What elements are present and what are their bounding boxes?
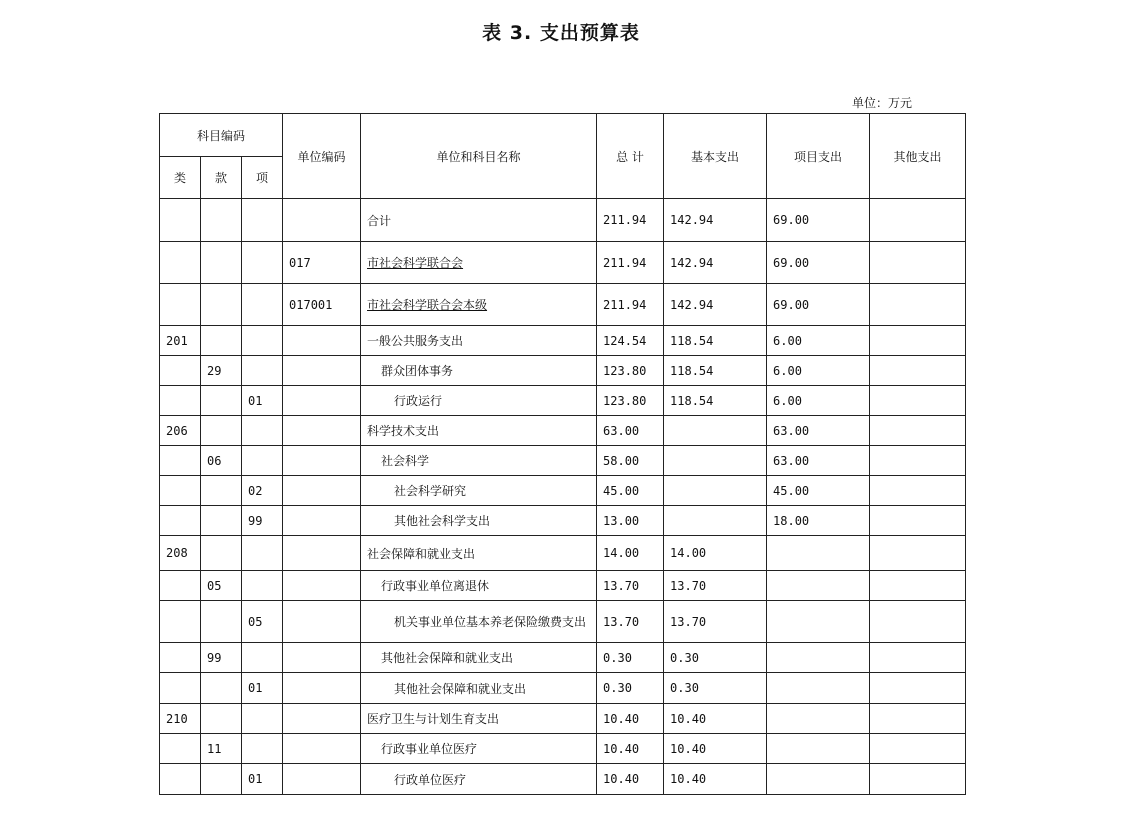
cell-project: [767, 326, 870, 356]
cell-project-text: 69.00: [773, 213, 810, 227]
cell-kuan: [201, 506, 242, 536]
cell-name: [361, 446, 597, 476]
cell-lei: [160, 284, 201, 326]
cell-project: [767, 764, 870, 795]
cell-project-text: 69.00: [773, 297, 810, 312]
cell-lei: [160, 571, 201, 601]
cell-other: [870, 734, 966, 764]
cell-unit-code: [283, 536, 361, 571]
cell-xiang-text: 05: [248, 614, 263, 629]
cell-name: [361, 476, 597, 506]
cell-unit-code: [283, 356, 361, 386]
cell-name-text: 行政事业单位医疗: [381, 742, 478, 756]
cell-basic-text: 142.94: [670, 213, 714, 227]
cell-total-text: 14.00: [603, 546, 640, 560]
cell-name: [361, 284, 597, 326]
cell-project-text: 18.00: [773, 513, 810, 528]
cell-total: [597, 734, 664, 764]
cell-kuan: [201, 536, 242, 571]
cell-lei: [160, 536, 201, 571]
cell-name-text: 行政事业单位离退休: [381, 579, 490, 593]
cell-total-text: 13.00: [603, 513, 640, 528]
cell-total-text: 124.54: [603, 333, 647, 348]
cell-basic: [664, 446, 767, 476]
unit-label: 单位：万元: [852, 96, 913, 110]
cell-basic-text: 118.54: [670, 363, 714, 378]
cell-project-text: 45.00: [773, 483, 810, 498]
cell-unit-code: [283, 199, 361, 242]
cell-name-text: 一般公共服务支出: [367, 334, 464, 348]
cell-kuan-text: 99: [207, 650, 222, 665]
cell-basic-text: 10.40: [670, 741, 707, 756]
cell-basic-text: 142.94: [670, 297, 714, 312]
cell-unit-code: [283, 326, 361, 356]
cell-total: [597, 446, 664, 476]
cell-xiang: [242, 284, 283, 326]
cell-kuan-text: 06: [207, 453, 222, 468]
cell-name: [361, 326, 597, 356]
cell-lei-text: 206: [166, 423, 188, 438]
cell-xiang: [242, 536, 283, 571]
cell-name: [361, 764, 597, 795]
cell-project: [767, 571, 870, 601]
cell-lei: [160, 601, 201, 643]
cell-project: [767, 643, 870, 673]
cell-other: [870, 326, 966, 356]
cell-kuan: [201, 734, 242, 764]
cell-other: [870, 416, 966, 446]
cell-basic: [664, 326, 767, 356]
cell-name: [361, 356, 597, 386]
cell-name: [361, 673, 597, 704]
cell-kuan: [201, 446, 242, 476]
table-row: [160, 536, 966, 571]
cell-total: [597, 643, 664, 673]
cell-total-text: 13.70: [603, 614, 640, 629]
cell-total-text: 123.80: [603, 363, 647, 378]
cell-total: [597, 704, 664, 734]
cell-total-text: 10.40: [603, 741, 640, 756]
cell-basic: [664, 416, 767, 446]
cell-lei: [160, 506, 201, 536]
cell-lei: [160, 764, 201, 795]
cell-project: [767, 199, 870, 242]
cell-name-text: 科学技术支出: [367, 424, 440, 438]
cell-other: [870, 476, 966, 506]
cell-other: [870, 704, 966, 734]
cell-kuan-text: 11: [207, 741, 222, 756]
cell-name-text: 行政运行: [394, 394, 443, 408]
cell-other: [870, 506, 966, 536]
cell-kuan: [201, 571, 242, 601]
cell-xiang: [242, 199, 283, 242]
cell-basic: [664, 356, 767, 386]
cell-total: [597, 764, 664, 795]
cell-total-text: 63.00: [603, 423, 640, 438]
header-name: 单位和科目名称: [361, 114, 597, 199]
cell-project: [767, 601, 870, 643]
cell-name: [361, 386, 597, 416]
cell-basic: [664, 199, 767, 242]
cell-xiang: [242, 673, 283, 704]
cell-other: [870, 643, 966, 673]
cell-unit-code: [283, 446, 361, 476]
cell-total: [597, 326, 664, 356]
cell-basic: [664, 764, 767, 795]
cell-kuan: [201, 416, 242, 446]
header-lei: 类: [160, 157, 201, 199]
cell-basic: [664, 284, 767, 326]
cell-project: [767, 734, 870, 764]
cell-xiang-text: 99: [248, 513, 263, 528]
cell-lei-text: 210: [166, 711, 188, 726]
cell-name: [361, 571, 597, 601]
cell-name: [361, 704, 597, 734]
cell-basic: [664, 704, 767, 734]
cell-name-text: 其他社会科学支出: [394, 514, 491, 528]
cell-project: [767, 704, 870, 734]
cell-kuan: [201, 284, 242, 326]
table-row: [160, 386, 966, 416]
cell-basic: [664, 673, 767, 704]
cell-xiang: [242, 764, 283, 795]
cell-unit-code: [283, 476, 361, 506]
budget-table: [159, 113, 966, 795]
cell-name: [361, 734, 597, 764]
cell-kuan: [201, 386, 242, 416]
cell-xiang-text: 01: [248, 772, 263, 786]
cell-name: [361, 506, 597, 536]
cell-kuan: [201, 476, 242, 506]
cell-other: [870, 284, 966, 326]
table-row: [160, 571, 966, 601]
cell-project: [767, 536, 870, 571]
cell-name-text: 市社会科学联合会本级: [367, 298, 488, 312]
cell-basic-text: 118.54: [670, 333, 714, 348]
cell-total: [597, 416, 664, 446]
cell-xiang: [242, 386, 283, 416]
table-row: [160, 242, 966, 284]
cell-xiang: [242, 356, 283, 386]
cell-lei: [160, 734, 201, 764]
cell-other: [870, 673, 966, 704]
cell-kuan: [201, 764, 242, 795]
table-body: [160, 199, 966, 795]
cell-total-text: 0.30: [603, 650, 632, 665]
cell-total: [597, 476, 664, 506]
header-kuan: 款: [201, 157, 242, 199]
cell-basic-text: 10.40: [670, 772, 707, 786]
cell-unit-code: [283, 764, 361, 795]
cell-xiang-text: 01: [248, 681, 263, 695]
cell-basic: [664, 734, 767, 764]
cell-total: [597, 571, 664, 601]
table-row: [160, 356, 966, 386]
cell-basic: [664, 571, 767, 601]
cell-other: [870, 356, 966, 386]
cell-kuan: [201, 643, 242, 673]
cell-total-text: 10.40: [603, 711, 640, 726]
cell-project-text: 6.00: [773, 333, 802, 348]
cell-name: [361, 643, 597, 673]
cell-project-text: 6.00: [773, 393, 802, 408]
cell-total-text: 211.94: [603, 213, 647, 227]
table-row: [160, 416, 966, 446]
cell-unit-code: [283, 704, 361, 734]
cell-total: [597, 356, 664, 386]
table-row: [160, 446, 966, 476]
cell-unit-code-text: 017: [289, 255, 311, 270]
cell-basic: [664, 643, 767, 673]
cell-xiang: [242, 242, 283, 284]
cell-project-text: 63.00: [773, 453, 810, 468]
cell-total-text: 58.00: [603, 453, 640, 468]
cell-lei: [160, 643, 201, 673]
cell-kuan: [201, 242, 242, 284]
cell-name-text: 社会保障和就业支出: [367, 546, 476, 561]
cell-name: [361, 536, 597, 571]
cell-kuan: [201, 673, 242, 704]
cell-lei: [160, 704, 201, 734]
cell-project: [767, 356, 870, 386]
cell-total-text: 123.80: [603, 393, 647, 408]
cell-basic-text: 0.30: [670, 681, 699, 695]
cell-project: [767, 284, 870, 326]
cell-lei: [160, 326, 201, 356]
header-project: 项目支出: [767, 114, 870, 199]
cell-kuan: [201, 601, 242, 643]
cell-basic: [664, 386, 767, 416]
cell-total-text: 211.94: [603, 255, 647, 270]
cell-xiang-text: 01: [248, 393, 263, 408]
cell-name-text: 机关事业单位基本养老保险缴费支出: [394, 615, 587, 629]
cell-total: [597, 506, 664, 536]
cell-total: [597, 601, 664, 643]
cell-project: [767, 386, 870, 416]
cell-xiang: [242, 734, 283, 764]
cell-name-text: 社会科学: [381, 454, 430, 468]
cell-kuan: [201, 326, 242, 356]
cell-name-text: 其他社会保障和就业支出: [381, 651, 514, 665]
cell-unit-code: [283, 571, 361, 601]
table-row: [160, 506, 966, 536]
cell-project: [767, 476, 870, 506]
cell-total-text: 13.70: [603, 578, 640, 593]
table-row: [160, 734, 966, 764]
table-row: [160, 284, 966, 326]
cell-unit-code: [283, 284, 361, 326]
cell-unit-code: [283, 643, 361, 673]
cell-xiang-text: 02: [248, 483, 263, 498]
cell-xiang: [242, 601, 283, 643]
cell-total: [597, 242, 664, 284]
cell-basic-text: 13.70: [670, 614, 707, 629]
cell-total: [597, 673, 664, 704]
cell-basic: [664, 242, 767, 284]
cell-name-text: 医疗卫生与计划生育支出: [367, 712, 500, 726]
cell-unit-code: [283, 506, 361, 536]
page-title: 表 3. 支出预算表: [482, 22, 640, 44]
cell-project-text: 69.00: [773, 255, 810, 270]
cell-other: [870, 242, 966, 284]
cell-project: [767, 446, 870, 476]
cell-xiang: [242, 643, 283, 673]
cell-name-text: 社会科学研究: [394, 484, 467, 498]
cell-name: [361, 601, 597, 643]
cell-other: [870, 386, 966, 416]
table-row: [160, 673, 966, 704]
cell-other: [870, 571, 966, 601]
cell-xiang: [242, 506, 283, 536]
cell-lei: [160, 199, 201, 242]
cell-unit-code: [283, 416, 361, 446]
cell-lei: [160, 476, 201, 506]
cell-project: [767, 242, 870, 284]
cell-name-text: 合计: [367, 213, 392, 228]
header-basic: 基本支出: [664, 114, 767, 199]
cell-project: [767, 506, 870, 536]
cell-lei-text: 208: [166, 546, 188, 560]
table-row: [160, 601, 966, 643]
cell-total: [597, 199, 664, 242]
cell-basic: [664, 476, 767, 506]
cell-unit-code: [283, 386, 361, 416]
cell-other: [870, 601, 966, 643]
cell-name-text: 群众团体事务: [381, 364, 454, 378]
cell-basic-text: 14.00: [670, 546, 707, 560]
cell-unit-code-text: 017001: [289, 297, 333, 312]
cell-total-text: 0.30: [603, 681, 632, 695]
cell-basic-text: 10.40: [670, 711, 707, 726]
cell-unit-code: [283, 673, 361, 704]
table-row: [160, 326, 966, 356]
table-row: [160, 199, 966, 242]
cell-other: [870, 764, 966, 795]
cell-name-text: 其他社会保障和就业支出: [394, 681, 527, 696]
cell-name: [361, 416, 597, 446]
cell-other: [870, 536, 966, 571]
table-row: [160, 764, 966, 795]
cell-basic-text: 142.94: [670, 255, 714, 270]
cell-name-text: 行政单位医疗: [394, 772, 467, 787]
cell-basic-text: 0.30: [670, 650, 699, 665]
cell-project: [767, 416, 870, 446]
cell-lei: [160, 673, 201, 704]
cell-total-text: 10.40: [603, 772, 640, 786]
cell-name: [361, 242, 597, 284]
cell-other: [870, 199, 966, 242]
cell-kuan: [201, 356, 242, 386]
cell-total-text: 211.94: [603, 297, 647, 312]
table-row: [160, 704, 966, 734]
cell-lei-text: 201: [166, 333, 188, 348]
cell-lei: [160, 386, 201, 416]
table-row: [160, 476, 966, 506]
cell-xiang: [242, 704, 283, 734]
cell-basic: [664, 601, 767, 643]
cell-xiang: [242, 326, 283, 356]
header-xiang: 项: [242, 157, 283, 199]
header-total: 总 计: [597, 114, 664, 199]
cell-name-text: 市社会科学联合会: [367, 256, 464, 270]
cell-unit-code: [283, 242, 361, 284]
cell-basic-text: 13.70: [670, 578, 707, 593]
cell-total: [597, 386, 664, 416]
cell-total: [597, 284, 664, 326]
cell-basic: [664, 536, 767, 571]
cell-kuan-text: 29: [207, 363, 222, 378]
cell-basic-text: 118.54: [670, 393, 714, 408]
cell-name: [361, 199, 597, 242]
header-other: 其他支出: [870, 114, 966, 199]
cell-other: [870, 446, 966, 476]
cell-basic: [664, 506, 767, 536]
cell-xiang: [242, 446, 283, 476]
cell-total: [597, 536, 664, 571]
header-unit-code: 单位编码: [283, 114, 361, 199]
cell-lei: [160, 242, 201, 284]
cell-project-text: 6.00: [773, 363, 802, 378]
cell-lei: [160, 446, 201, 476]
table-row: [160, 643, 966, 673]
cell-project-text: 63.00: [773, 423, 810, 438]
cell-kuan-text: 05: [207, 578, 222, 593]
cell-kuan: [201, 704, 242, 734]
cell-xiang: [242, 476, 283, 506]
header-subject-code: 科目编码: [160, 114, 283, 157]
cell-total-text: 45.00: [603, 483, 640, 498]
cell-lei: [160, 356, 201, 386]
cell-unit-code: [283, 601, 361, 643]
cell-xiang: [242, 416, 283, 446]
cell-unit-code: [283, 734, 361, 764]
cell-lei: [160, 416, 201, 446]
cell-xiang: [242, 571, 283, 601]
cell-kuan: [201, 199, 242, 242]
cell-project: [767, 673, 870, 704]
